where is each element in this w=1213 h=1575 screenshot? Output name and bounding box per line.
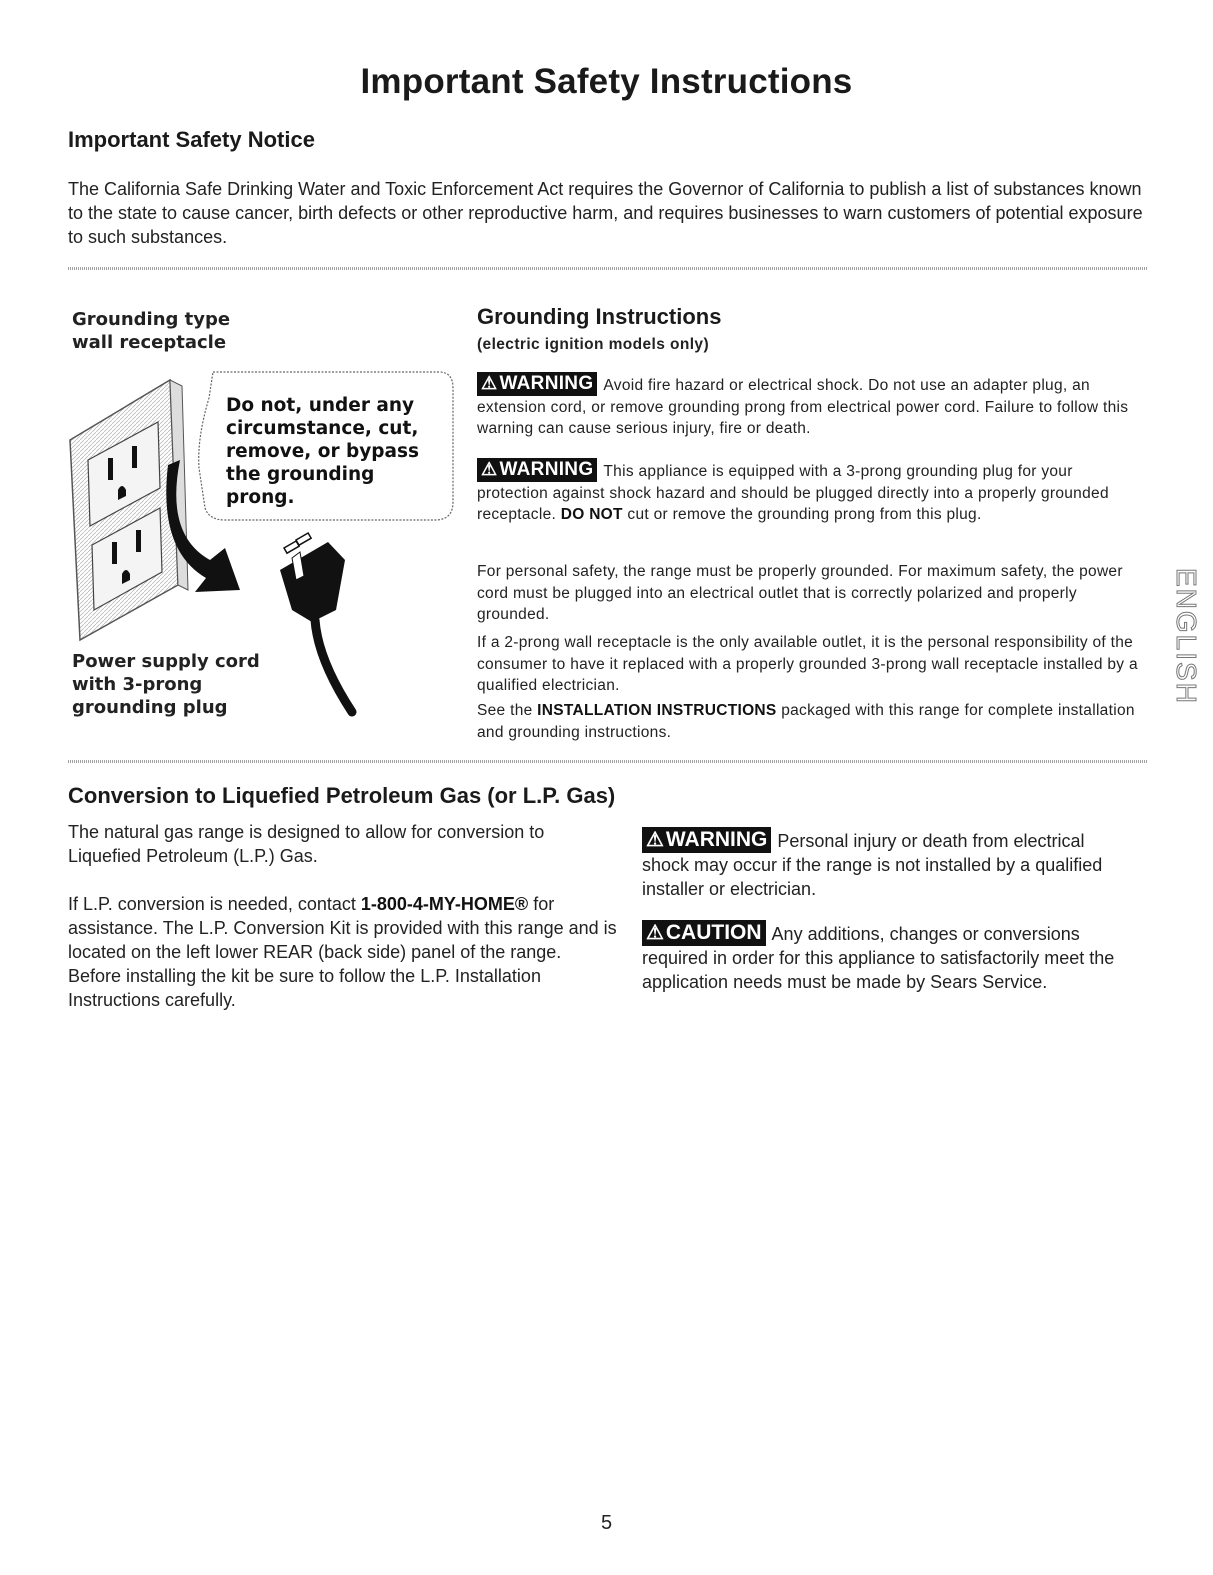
grounding-heading: Grounding Instructions (477, 304, 722, 329)
conversion-caution: ⚠CAUTION Any additions, changes or conversions required in order for this appliance to satisfactorily meet the application needs must be made by Sears Service. (642, 921, 1115, 993)
conversion-heading: Conversion to Liquefied Petroleum Gas (or L.P. Gas) (68, 783, 616, 808)
grounding-subheading: (electric ignition models only) (477, 336, 710, 353)
notice-text: The California Safe Drinking Water and Toxic Enforcement Act requires the Governor of California to publish a list of substances known to the state to cause cancer, birth defects or other reproductive harm, and requires businesses to warn customers of potential exposure to such substances. (68, 179, 1143, 247)
conversion-para-1: The natural gas range is designed to allow for conversion to Liquefied Petroleum (L.P.) Gas. (68, 822, 545, 866)
grounding-warning-1: ⚠ WARNING Avoid fire hazard or electrical shock. Do not use an adapter plug, an extension cord, or remove grounding prong from electrical power cord. Failure to follow this warning can cause serious injury, fire or death. (477, 373, 1129, 437)
wall-plate (70, 380, 178, 640)
caution-badge: ⚠CAUTION (642, 920, 766, 946)
figure-label-cord: Power supply cord with 3-prong grounding plug (72, 651, 260, 718)
side-tab-language: ENGLISH (1171, 568, 1202, 705)
callout-text: Do not, under any circumstance, cut, remove, or bypass the grounding prong. (226, 395, 420, 508)
divider (68, 267, 1148, 270)
conversion-para-2: If L.P. conversion is needed, contact 1-800-4-MY-HOME® for assistance. The L.P. Conversion Kit is provided with this range and is located on the left lower REAR (back side) panel of the range. Before installing the kit be sure to follow the L.P. Installation Instructions carefully. (68, 894, 617, 1010)
notice-heading: Important Safety Notice (68, 127, 315, 152)
warning-triangle-icon: ⚠ (481, 373, 498, 393)
power-cord (315, 620, 352, 712)
warning-badge: ⚠ WARNING (477, 372, 597, 396)
grounding-para-2: If a 2-prong wall receptacle is the only available outlet, it is the personal responsibility of the consumer to have it replaced with a properly grounded 3-prong wall receptacle installed by a qualified electrician. (477, 634, 1138, 694)
grounding-warning-2: ⚠ WARNING This appliance is equipped with a 3-prong grounding plug for your protection against shock hazard and should be plugged directly into a properly grounded receptacle. DO NOT cut or remove the grounding prong from this plug. (477, 459, 1109, 523)
conversion-warning: ⚠WARNING Personal injury or death from electrical shock may occur if the range is not installed by a qualified installer or electrician. (642, 828, 1103, 900)
warning-badge: ⚠WARNING (642, 827, 771, 853)
warning-triangle-icon: ⚠ (646, 922, 664, 944)
plug-icon (280, 542, 345, 622)
warning-badge: ⚠ WARNING (477, 458, 597, 482)
divider (68, 760, 1148, 763)
figure-label-receptacle: Grounding type wall receptacle (72, 309, 231, 353)
warning-triangle-icon: ⚠ (646, 829, 664, 851)
page-title: Important Safety Instructions (360, 62, 853, 101)
warning-triangle-icon: ⚠ (481, 459, 498, 479)
grounding-para-3: See the INSTALLATION INSTRUCTIONS packaged with this range for complete installation and grounding instructions. (477, 702, 1135, 741)
grounding-para-1: For personal safety, the range must be properly grounded. For maximum safety, the power cord must be plugged into an electrical outlet that is correctly polarized and properly grounded. (477, 563, 1123, 623)
page-number: 5 (600, 1512, 613, 1534)
